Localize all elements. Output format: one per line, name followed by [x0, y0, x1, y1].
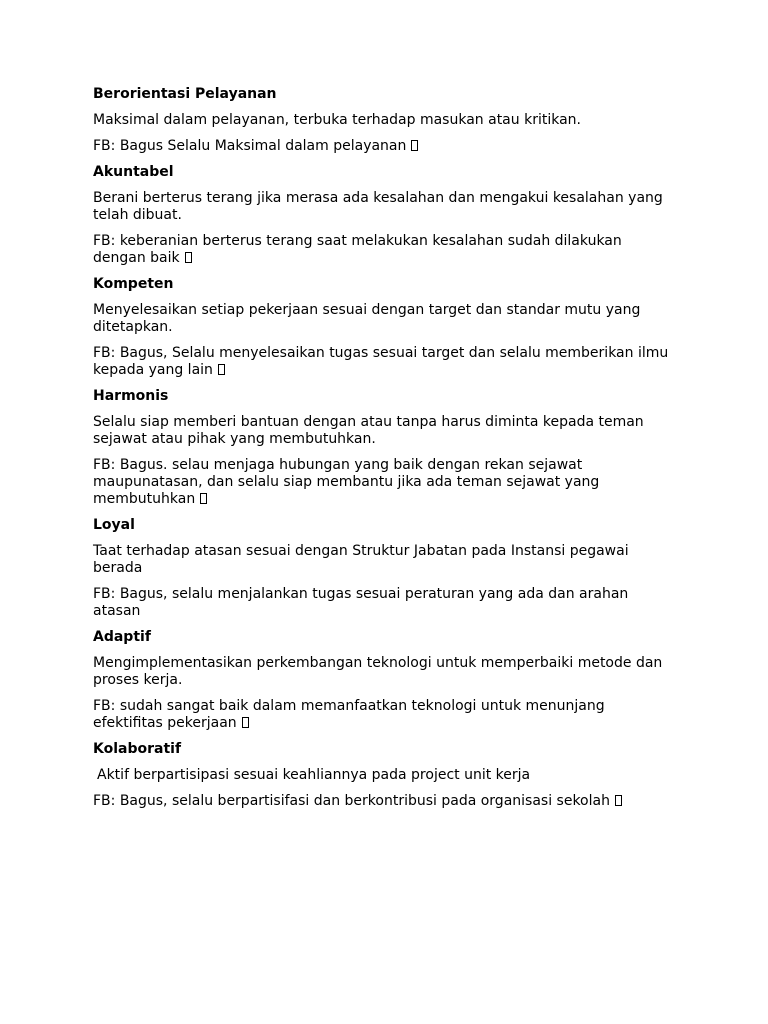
feedback-text: FB: sudah sangat baik dalam memanfaatkan teknologi untuk menunjang efektifitas pekerjaan	[93, 698, 605, 731]
section-heading: Adaptif	[93, 629, 151, 645]
missing-glyph-icon	[615, 795, 622, 806]
section-feedback	[93, 698, 678, 732]
section-description: Selalu siap memberi bantuan dengan atau tanpa harus diminta kepada teman sejawat atau pihak yang membutuhkan.	[93, 414, 644, 447]
section-description: Maksimal dalam pelayanan, terbuka terhadap masukan atau kritikan.	[93, 112, 581, 128]
section-feedback	[93, 345, 678, 379]
section-description: Mengimplementasikan perkembangan teknologi untuk memperbaiki metode dan proses kerja.	[93, 655, 663, 688]
section-description: Berani berterus terang jika merasa ada kesalahan dan mengakui kesalahan yang telah dibuat.	[93, 190, 663, 223]
feedback-text: FB: keberanian berterus terang saat melakukan kesalahan sudah dilakukan dengan baik	[93, 233, 622, 266]
missing-glyph-icon	[218, 364, 225, 375]
section-description: Aktif berpartisipasi sesuai keahliannya pada project unit kerja	[97, 767, 531, 783]
feedback-text: FB: Bagus, Selalu menyelesaikan tugas sesuai target dan selalu memberikan ilmu kepada yang lain	[93, 345, 669, 378]
section-feedback	[93, 233, 678, 267]
missing-glyph-icon	[185, 252, 192, 263]
section-feedback	[93, 138, 678, 155]
feedback-text: FB: Bagus Selalu Maksimal dalam pelayanan	[93, 138, 407, 154]
feedback-text: FB: Bagus. selau menjaga hubungan yang baik dengan rekan sejawat maupunatasan, dan selalu siap membantu jika ada teman sejawat yang membutuhkan	[93, 457, 600, 507]
section-berorientasi-pelayanan	[93, 86, 678, 155]
section-kolaboratif	[93, 741, 678, 810]
section-description: Taat terhadap atasan sesuai dengan Struktur Jabatan pada Instansi pegawai berada	[93, 543, 629, 576]
section-heading: Kompeten	[93, 276, 174, 292]
section-description: Menyelesaikan setiap pekerjaan sesuai dengan target dan standar mutu yang ditetapkan.	[93, 302, 641, 335]
section-harmonis	[93, 388, 678, 508]
section-loyal	[93, 517, 678, 620]
section-feedback	[93, 457, 678, 508]
missing-glyph-icon	[411, 140, 418, 151]
section-heading: Akuntabel	[93, 164, 174, 180]
section-adaptif	[93, 629, 678, 732]
missing-glyph-icon	[242, 717, 249, 728]
section-feedback	[93, 793, 678, 810]
missing-glyph-icon	[200, 493, 207, 504]
section-heading: Kolaboratif	[93, 741, 182, 757]
section-kompeten	[93, 276, 678, 379]
section-akuntabel	[93, 164, 678, 267]
section-feedback: FB: Bagus, selalu menjalankan tugas sesuai peraturan yang ada dan arahan atasan	[93, 586, 629, 619]
section-heading: Berorientasi Pelayanan	[93, 86, 277, 102]
section-heading: Harmonis	[93, 388, 169, 404]
section-heading: Loyal	[93, 517, 135, 533]
document-page	[93, 86, 678, 819]
feedback-text: FB: Bagus, selalu berpartisifasi dan berkontribusi pada organisasi sekolah	[93, 793, 610, 809]
